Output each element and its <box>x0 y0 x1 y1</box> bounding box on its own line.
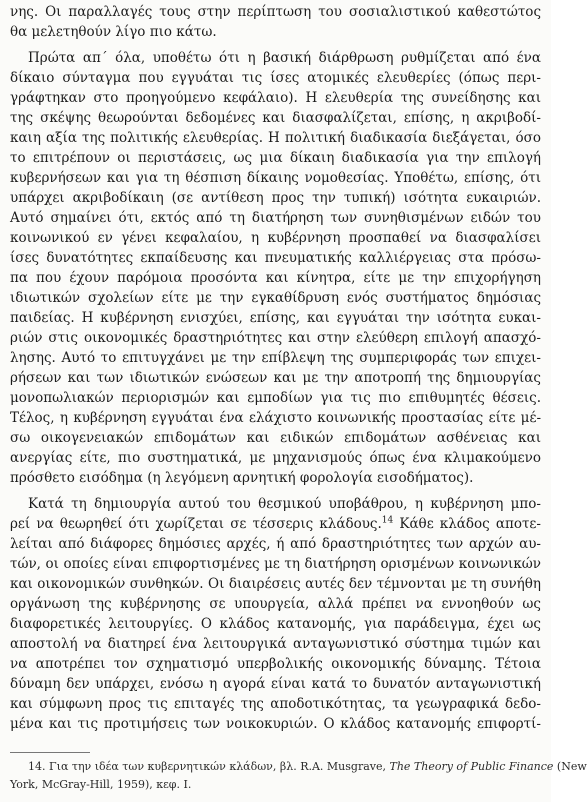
footnote-divider <box>10 752 90 753</box>
text-line: ρήσεων και των ιδιωτικών ενώσεων και με την αποτροπή της δημιουργίας <box>10 370 541 386</box>
text-line: μένα και τις προτιμήσεις των νοικοκυριών. Ο κλάδος κατανομής επιφορτί- <box>10 716 541 732</box>
text-line: λείται από διάφορες δημόσιες αρχές, ή από δραστηριότητες των αρχών αυ- <box>10 536 541 552</box>
text-line: λησης. Αυτό το επιτυγχάνει με την επίβλεψη της συμπεριφοράς των επιχει- <box>10 350 541 366</box>
text-line: κυβερνήσεων και για τη θέσπιση δίκαιης νομοθεσίας. Υποθέτω, επίσης, ότι <box>10 170 541 186</box>
text-line: παιδείας. Η κυβέρνηση ενισχύει, επίσης, και εγγυάται την ισότητα ευκαι- <box>10 310 541 326</box>
text-line: πρόσθετο εισόδημα (η λεγόμενη αρνητική φορολογία εισοδήματος). <box>10 470 474 486</box>
footnote-14 <box>10 758 587 776</box>
text-line: δίκαιο σύνταγμα που εγγυάται τις ίσες ατομικές ελευθερίες (όπως περι- <box>10 70 541 86</box>
footnote-text: Για την ιδέα των κυβερνητικών κλάδων, βλ. R.A. Musgrave, <box>49 760 386 773</box>
text-line: αποστολή να διατηρεί ένα λειτουργικά ανταγωνιστικό σύστημα τιμών και <box>10 636 541 652</box>
text-line: κοινωνικού εν γένει κεφαλαίου, η κυβέρνηση προσπαθεί να διασφαλίσει <box>10 230 541 246</box>
text-line: θα μελετηθούν λίγο πιο κάτω. <box>10 24 217 40</box>
text-line: νης. Οι παραλλαγές τους στην περίπτωση του σοσιαλιστικού καθεστώτος <box>10 4 541 20</box>
text-line: Αυτό σημαίνει ότι, εκτός από τη διατήρηση των συνηθισμένων ειδών του <box>10 210 541 226</box>
text-line: καιη αξία της πολιτικής ελευθερίας. Η πολιτική διαδικασία διεξάγεται, όσο <box>10 130 541 146</box>
text-line: να αποτρέπει τον σχηματισμό υπερβολικής οικονομικής δύναμης. Τέτοια <box>10 656 541 672</box>
text-line: ανεργίας είτε, πιο συστηματικά, με μηχανισμούς όπως ένα κλιμακούμενο <box>10 450 541 466</box>
text-line: ριών στις οικονομικές δραστηριότητες και στην ελεύθερη επιλογή απασχό- <box>10 330 541 346</box>
text-fragment: ρεί να θεωρηθεί ότι χωρίζεται σε τέσσερις κλάδους. <box>10 516 382 532</box>
footnote-number: 14. <box>28 760 46 773</box>
text-line: σω οικογενειακών επιδομάτων και ειδικών επιδομάτων ασθένειας και <box>10 430 541 446</box>
footnote-14-continued: York, McGray-Hill, 1959), κεφ. I. <box>10 778 192 791</box>
text-line: υπάρχει ακριβοδίκαιη (σε αντίθεση προς την τυπική) ισότητα ευκαιριών. <box>10 190 541 206</box>
text-line: τών, οι οποίες είναι επιφορτισμένες με τη διατήρηση ορισμένων κοινωνικών <box>10 556 541 572</box>
text-fragment: Κάθε κλάδος αποτε- <box>399 516 541 532</box>
text-line: ίσες δυνατότητες εκπαίδευσης και πνευματικής καλλιέργειας στα πρόσω- <box>10 250 541 266</box>
text-line: οργάνωση της κυβέρνησης σε υπουργεία, αλλά πρέπει να εννοηθούν ως <box>10 596 541 612</box>
footnote-ref[interactable]: 14 <box>381 515 394 526</box>
text-line: το επιτρέπουν οι περιστάσεις, ως μια δίκαιη διαδικασία για την επιλογή <box>10 150 541 166</box>
text-line: γράφτηκαν στο προηγούμενο κεφάλαιο). Η ελευθερία της συνείδησης και <box>10 90 541 106</box>
text-line: και οικονομικών συνθηκών. Οι διαιρέσεις αυτές δεν τέμνονται με τη συνήθη <box>10 576 541 592</box>
text-line: δύναμη δεν υπάρχει, ενόσω η αγορά είναι κατά το δυνατόν ανταγωνιστική <box>10 676 541 692</box>
text-line: ιδιωτικών σχολείων είτε με την εγκαθίδρυση ενός συστήματος δημόσιας <box>10 290 541 306</box>
footnotes <box>10 758 587 794</box>
text-line: και σύμφωνη προς τις επιταγές της αποδοτικότητας, τα γεωγραφικά δεδο- <box>10 696 541 712</box>
text-line: μονοπωλιακών περιορισμών και εμποδίων για τις πιο επιθυμητές θέσεις. <box>10 390 541 406</box>
text-line: Πρώτα απ΄ όλα, υποθέτω ότι η βασική διάρθρωση ρυθμίζεται από ένα <box>28 50 541 66</box>
text-line: Τέλος, η κυβέρνηση εγγυάται ένα ελάχιστο κοινωνικής προστασίας είτε μέ- <box>10 410 541 426</box>
text-line: της σκέψης θεωρούνται δεδομένες και διασφαλίζεται, επίσης, η ακριβοδί- <box>10 110 541 126</box>
footnote-book-title: The Theory of Public Finance <box>389 760 554 773</box>
text-line: πα που έχουν παρόμοια προσόντα και κίνητρα, είτε με την επιχορήγηση <box>10 270 541 286</box>
body-text <box>10 2 541 734</box>
text-line: Κατά τη δημιουργία αυτού του θεσμικού υποβάθρου, η κυβέρνηση μπο- <box>28 496 541 512</box>
text-line: διαφορετικές λειτουργίες. Ο κλάδος κατανομής, για παράδειγμα, έχει ως <box>10 616 541 632</box>
footnote-text: (New <box>556 760 587 773</box>
text-line-with-footnote <box>10 514 541 534</box>
